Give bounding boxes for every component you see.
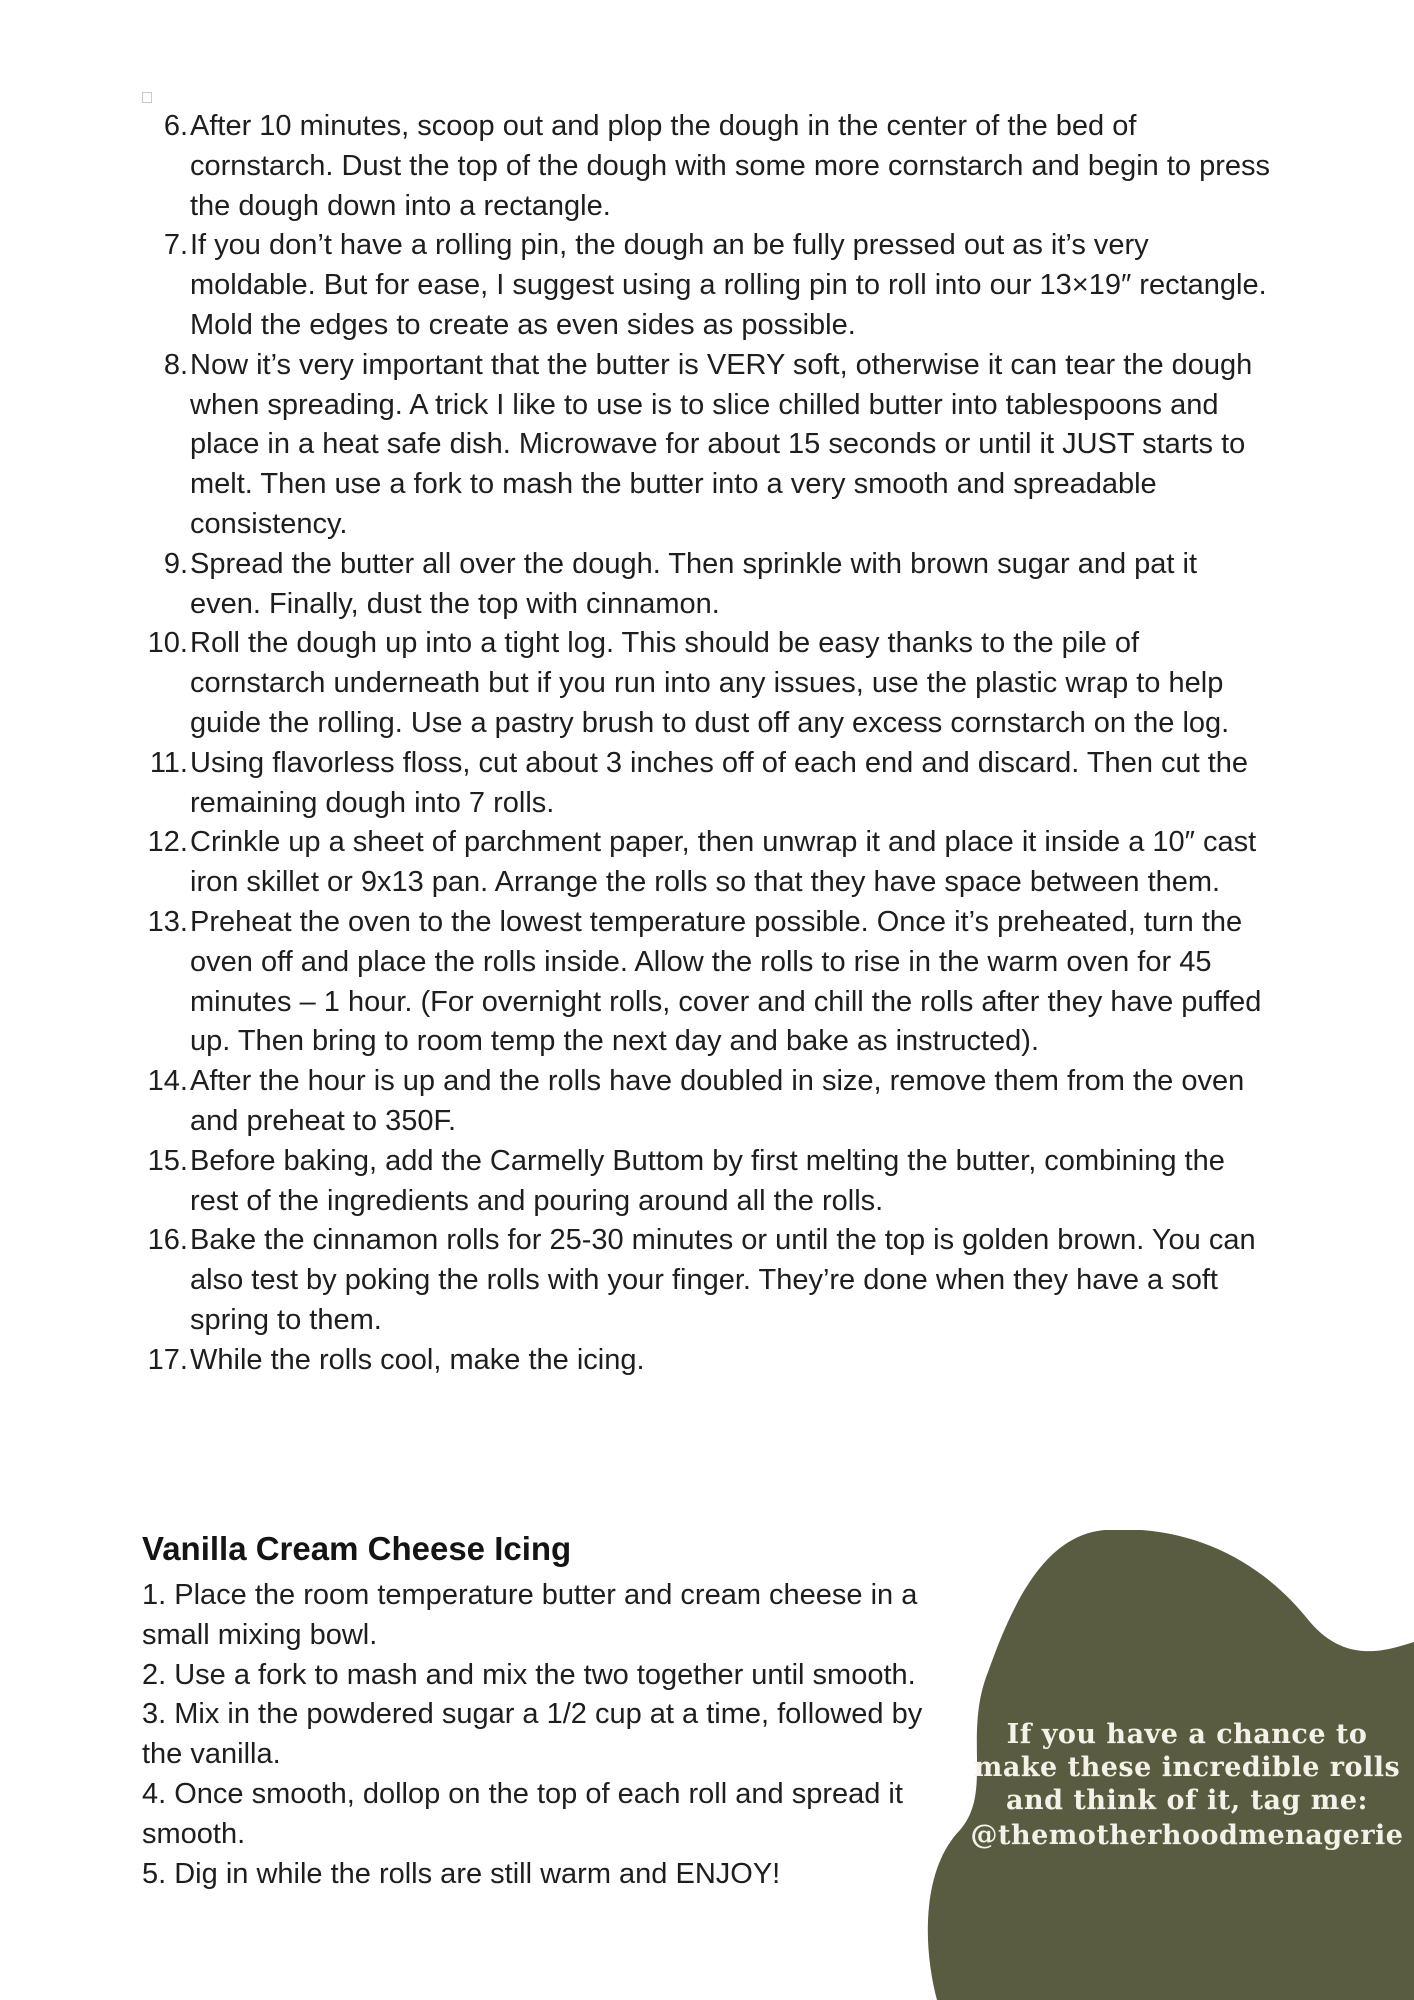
step-number: 14. — [147, 1065, 188, 1098]
page-icon — [142, 92, 152, 103]
social-handle: @themotherhoodmenagerie — [970, 1820, 1404, 1851]
step-number: 13. — [147, 905, 188, 938]
step-number: 11. — [149, 746, 188, 779]
instruction-step — [142, 624, 1272, 743]
icing-heading: Vanilla Cream Cheese Icing — [142, 1530, 572, 1567]
instruction-step — [142, 1142, 1272, 1222]
icing-step: 4. Once smooth, dollop on the top of each roll and spread it smooth. — [142, 1777, 903, 1850]
step-number: 6. — [163, 110, 188, 142]
step-text: Crinkle up a sheet of parchment paper, then unwrap it and place it inside a 10″ cast iron skillet or 9x13 pan. Arrange the rolls so that they have space between them. — [190, 826, 1257, 899]
instruction-step — [142, 346, 1272, 545]
step-text: Preheat the oven to the lowest temperature possible. Once it’s preheated, turn the oven off and place the rolls inside. Allow the rolls to rise in the warm oven for 45 minutes – 1 hour. (For overnight rolls, cover and chill the rolls after they have puffed up. Then bring to room temp the next day and bake as instructed). — [190, 905, 1262, 1058]
step-number: 9. — [163, 547, 188, 580]
instruction-step — [142, 903, 1272, 1062]
icing-step: 5. Dig in while the rolls are still warm and ENJOY! — [142, 1857, 781, 1890]
step-text: Using flavorless floss, cut about 3 inches off of each end and discard. Then cut the remaining dough into 7 rolls. — [190, 746, 1249, 819]
step-text: Spread the butter all over the dough. Then sprinkle with brown sugar and pat it even. Finally, dust the top with cinnamon. — [190, 547, 1198, 620]
step-text: After 10 minutes, scoop out and plop the dough in the center of the bed of cornstarch. Dust the top of the dough with some more cornstarch and begin to press the dough down into a rectangle. — [190, 110, 1271, 222]
callout-box — [960, 1718, 1414, 1852]
instruction-step — [142, 1221, 1272, 1340]
step-text: While the rolls cool, make the icing. — [190, 1343, 645, 1376]
step-number: 10. — [147, 627, 188, 660]
step-text: Roll the dough up into a tight log. This should be easy thanks to the pile of cornstarch underneath but if you run into any issues, use the plastic wrap to help guide the rolling. Use a pastry brush to dust off any excess cornstarch on the log. — [190, 627, 1230, 739]
step-number: 15. — [147, 1144, 188, 1177]
step-text: Before baking, add the Carmelly Buttom by first melting the butter, combining the rest of the ingredients and pouring around all the rolls. — [190, 1144, 1225, 1217]
instruction-step — [142, 1341, 1272, 1381]
instruction-step — [142, 1062, 1272, 1142]
step-number: 7. — [163, 229, 188, 262]
instruction-step — [142, 744, 1272, 824]
instruction-step — [142, 823, 1272, 903]
icing-step: 3. Mix in the powdered sugar a 1/2 cup at a time, followed by the vanilla. — [142, 1698, 923, 1771]
step-number: 16. — [147, 1224, 188, 1257]
instruction-step — [142, 107, 1272, 226]
callout-text: If you have a chance to make these incredible rolls and think of it, tag me: — [973, 1719, 1401, 1816]
icing-list — [142, 1576, 927, 1894]
icing-step: 2. Use a fork to mash and mix the two together until smooth. — [142, 1658, 916, 1691]
step-text: If you don’t have a rolling pin, the dough an be fully pressed out as it’s very moldable. But for ease, I suggest using a rolling pin to roll into our 13×19″ rectangle. Mold the edges to create as even sides as possible. — [190, 229, 1267, 341]
instruction-step — [142, 226, 1272, 345]
step-number: 8. — [163, 348, 188, 381]
step-text: Bake the cinnamon rolls for 25-30 minutes or until the top is golden brown. You can also test by poking the rolls with your finger. They’re done when they have a soft spring to them. — [190, 1224, 1256, 1336]
instruction-step — [142, 545, 1272, 625]
step-number: 12. — [147, 826, 188, 859]
step-number: 17. — [147, 1343, 188, 1376]
instruction-list — [142, 107, 1272, 1381]
step-text: Now it’s very important that the butter is VERY soft, otherwise it can tear the dough when spreading. A trick I like to use is to slice chilled butter into tablespoons and place in a heat safe dish. Microwave for about 15 seconds or until it JUST starts to melt. Then use a fork to mash the butter into a very smooth and spreadable consistency. — [190, 348, 1253, 540]
step-text: After the hour is up and the rolls have doubled in size, remove them from the oven and preheat to 350F. — [190, 1065, 1245, 1137]
icing-step: 1. Place the room temperature butter and cream cheese in a small mixing bowl. — [142, 1579, 918, 1651]
